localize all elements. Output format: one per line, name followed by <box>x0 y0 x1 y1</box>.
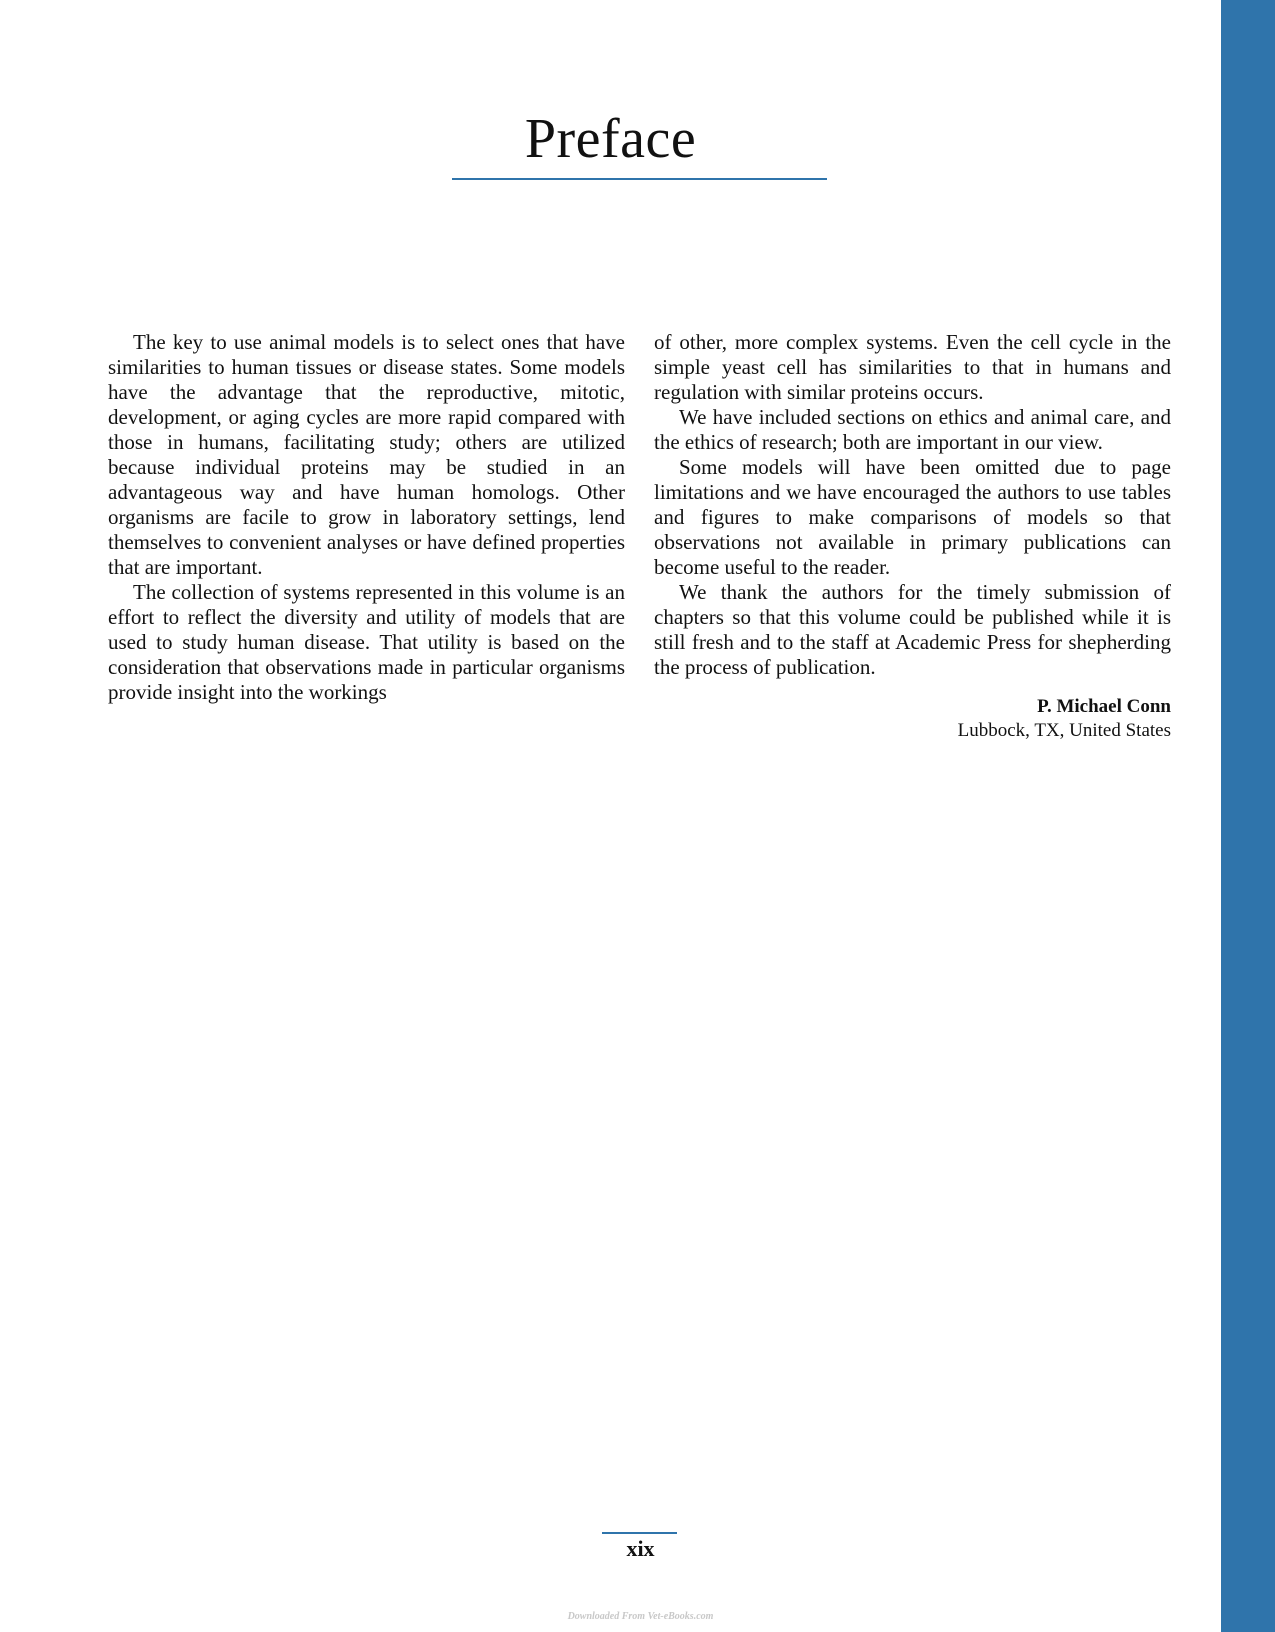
page-title: Preface <box>524 108 697 170</box>
paragraph-continued: of other, more complex systems. Even the cell cycle in the simple yeast cell has similarities to that in humans and regulation with similar proteins occurs. <box>654 330 1171 404</box>
page-number-rule <box>602 1532 677 1534</box>
page-number: xix <box>626 1536 655 1561</box>
download-watermark: Downloaded From Vet-eBooks.com <box>567 1611 714 1622</box>
paragraph: We thank the authors for the timely submission of chapters so that this volume could be published while it is still fresh and to the staff at Academic Press for shepherding the process of publication. <box>654 580 1171 679</box>
signature-location: Lubbock, TX, United States <box>957 720 1171 741</box>
signature-name: P. Michael Conn <box>1037 696 1171 717</box>
right-column <box>654 330 1171 743</box>
signature-block <box>654 695 1171 743</box>
paragraph: The collection of systems represented in this volume is an effort to reflect the diversity and utility of models that are used to study human disease. That utility is based on the consideration that observations made in particular organisms provide insight into the workings <box>108 580 625 704</box>
paragraph: We have included sections on ethics and animal care, and the ethics of research; both are important in our view. <box>654 405 1171 454</box>
title-underline <box>452 178 827 180</box>
left-column <box>108 330 625 705</box>
paragraph: Some models will have been omitted due to page limitations and we have encouraged the authors to use tables and figures to make comparisons of models so that observations not available in primary publications can become useful to the reader. <box>654 455 1171 579</box>
side-color-bar <box>1221 0 1275 1632</box>
paragraph: The key to use animal models is to select ones that have similarities to human tissues or disease states. Some models have the advantage that the reproductive, mitotic, development, or aging cycles are more rapid compared with those in humans, facilitating study; others are utilized because individual proteins may be studied in an advantageous way and have human homologs. Other organisms are facile to grow in laboratory settings, lend themselves to convenient analyses or have defined properties that are important. <box>108 330 625 579</box>
